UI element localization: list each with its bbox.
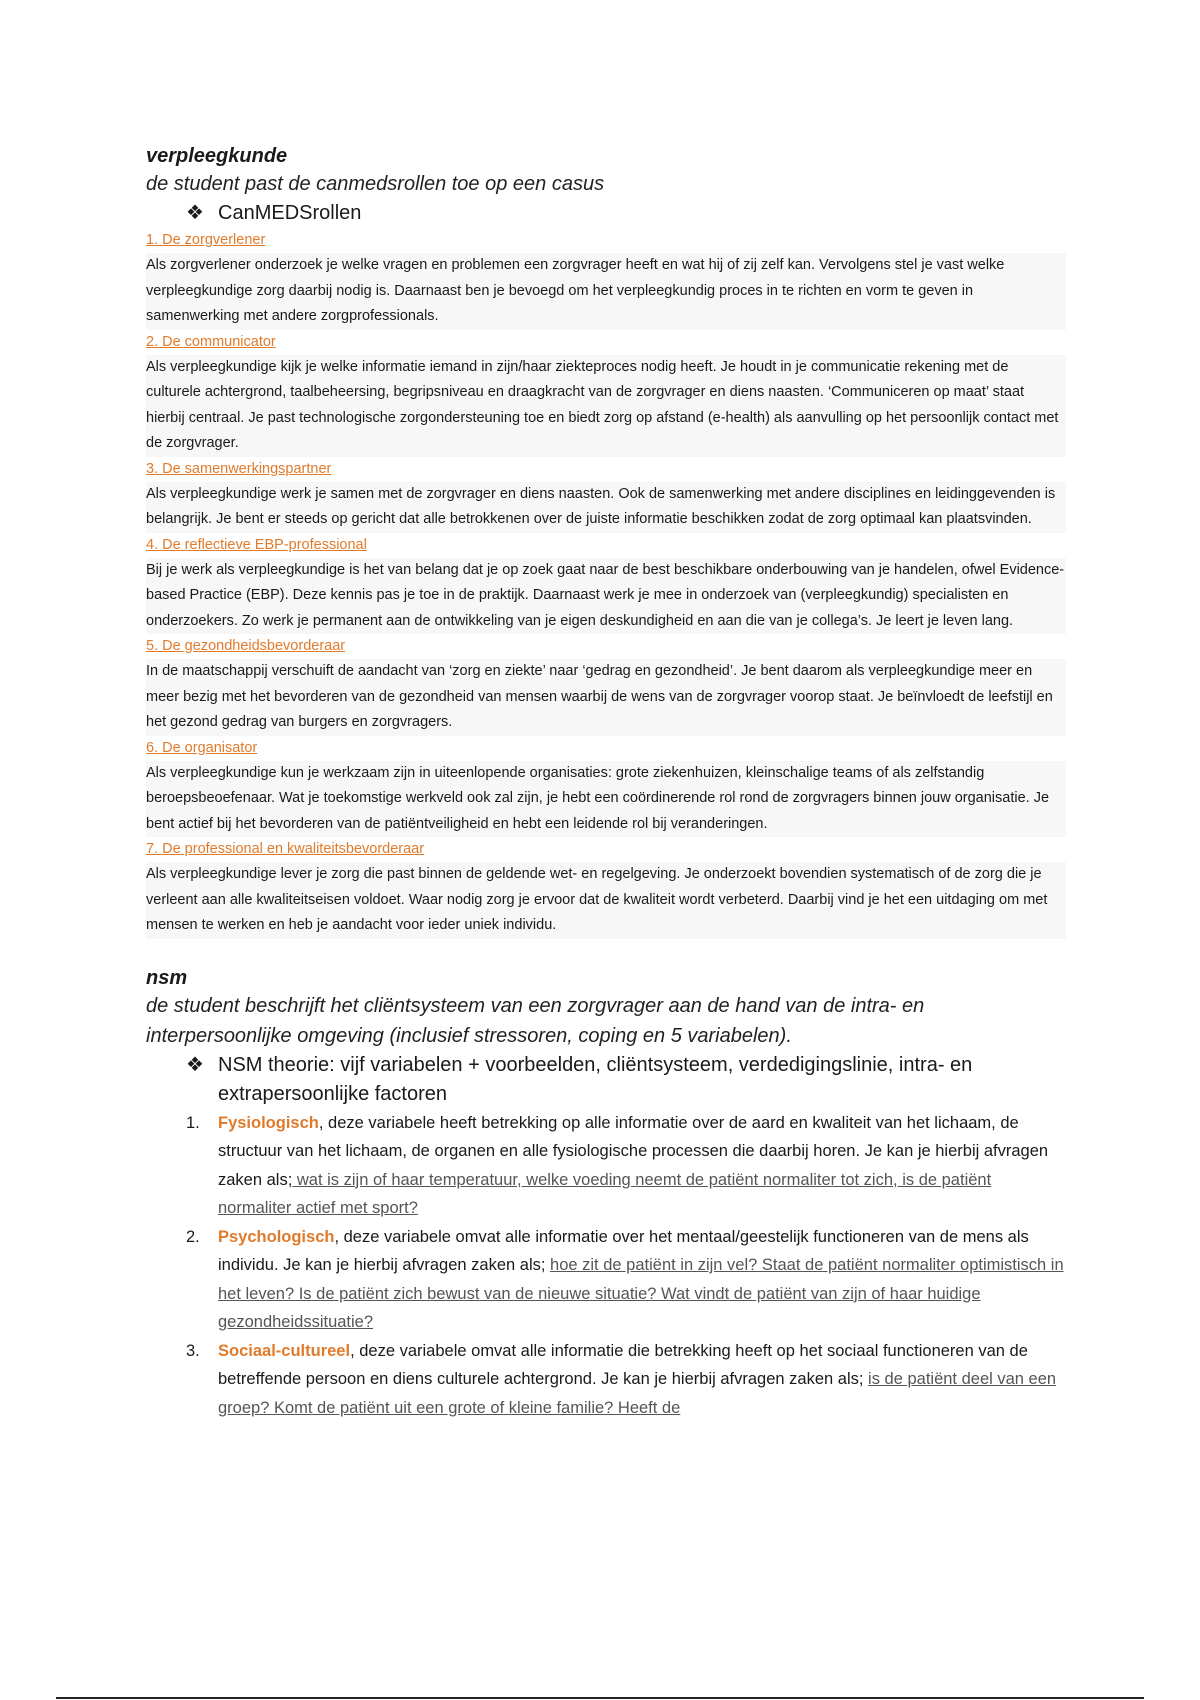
variable-keyword: Psychologisch (218, 1227, 335, 1246)
variable-keyword: Sociaal-cultureel (218, 1341, 351, 1360)
role-title: 5. De gezondheidsbevorderaar (146, 638, 346, 654)
role-body: Als verpleegkundige lever je zorg die past binnen de geldende wet- en regelgeving. Je onderzoekt bovendien systematisch of de zorg die je verleent aan alle kwaliteitseisen voldoet. Waar nodig zorg je ervoor dat de kwaliteit wordt verbeterd. Daarbij vind je het een uitdaging om met mensen te werken en heb je aandacht voor ieder uniek individu. (146, 862, 1066, 939)
diamond-bullet-icon: ❖ (186, 1053, 204, 1076)
bullet-canmeds (186, 199, 1066, 228)
diamond-bullet-icon: ❖ (186, 202, 204, 224)
bullet-text: CanMEDSrollen (218, 202, 362, 224)
example-questions: hoe zit de patiënt in zijn vel? Staat de patiënt normaliter optimistisch in het leven? Is de patiënt zich bewust van de nieuwe situatie? Wat vindt de patiënt van zijn of haar huidige gezondheidssituatie? (218, 1256, 1064, 1331)
role-title: 4. De reflectieve EBP-professional (146, 536, 367, 553)
list-number: 1. (186, 1113, 200, 1132)
role-body: Als verpleegkundige kijk je welke informatie iemand in zijn/haar ziekteproces nodig heeft. Je houdt in je communicatie rekening met de culturele achtergrond, taalbeheersing, begripsniveau en draagkracht van de zorgvrager en diens naasten. ‘Communiceren op maat’ staat hierbij centraal. Je past technologische zorgondersteuning toe en biedt zorg op afstand (e-health) als aanvulling op het persoonlijk contact met de zorgvrager. (146, 355, 1066, 457)
list-item-text (218, 1337, 1066, 1423)
list-item (186, 1337, 1066, 1423)
list-number: 3. (186, 1341, 200, 1360)
variable-description: , deze variabele heeft betrekking op alle informatie over de aard en kwaliteit van het lichaam, de structuur van het lichaam, de organen en alle fysiologische processen die daarbij horen. Je kan je hierbij afvragen zaken als; (218, 1113, 1049, 1189)
role-body: Als verpleegkundige werk je samen met de zorgvrager en diens naasten. Ook de samenwerking met andere disciplines en leidinggevenden is belangrijk. Je bent er steeds op gericht dat alle betrokkenen over de juiste informatie beschikken zodat de zorg optimaal kan plaatsvinden. (146, 482, 1066, 533)
bullet-text: NSM theorie: vijf variabelen + voorbeelden, cliëntsysteem, verdedigingslinie, intra- en extrapersoonlijke factoren (218, 1053, 973, 1105)
section-title-nsm: nsm (146, 966, 188, 989)
example-questions: wat is zijn of haar temperatuur, welke voeding neemt de patiënt normaliter tot zich, is de patiënt normaliter actief met sport? (218, 1170, 992, 1217)
role-title: 2. De communicator (146, 333, 276, 350)
example-questions: is de patiënt deel van een groep? Komt de patiënt uit een grote of kleine familie? Heeft de (218, 1370, 1057, 1417)
list-item-text (218, 1223, 1066, 1337)
spacer (146, 939, 1066, 965)
variable-description: , deze variabele omvat alle informatie die betrekking heeft op het sociaal functioneren van de betreffende persoon en diens culturele achtergrond. Je kan je hierbij afvragen zaken als; (218, 1341, 1028, 1388)
role-title: 3. De samenwerkingspartner (146, 460, 332, 477)
nsm-variables-list (146, 1109, 1066, 1423)
section-title-verpleegkunde: verpleegkunde (146, 145, 288, 167)
section-subtitle-verpleegkunde: de student past de canmedsrollen toe op een casus (146, 173, 605, 195)
bullet-nsm (186, 1051, 1066, 1109)
list-item (186, 1109, 1066, 1223)
role-title: 1. De zorgverlener (146, 232, 266, 248)
page-bottom-rule (56, 1697, 1144, 1699)
variable-description: , deze variabele omvat alle informatie over het mentaal/geestelijk functioneren van de mens als individu. Je kan je hierbij afvragen zaken als; (218, 1227, 1029, 1274)
role-body: Als verpleegkundige kun je werkzaam zijn in uiteenlopende organisaties: grote ziekenhuizen, kleinschalige teams of als zelfstandig beroepsbeoefenaar. Wat je toekomstige werkveld ook zal zijn, je hebt een coördinerende rol rond de zorgvragers binnen jouw organisatie. Je bent actief bij het bevorderen van de patiëntveiligheid en hebt een leidende rol bij veranderingen. (146, 761, 1066, 838)
canmeds-roles (146, 228, 1066, 939)
list-item-text (218, 1109, 1066, 1223)
list-number: 2. (186, 1227, 200, 1246)
section-subtitle-nsm: de student beschrijft het cliëntsysteem van een zorgvrager aan de hand van de intra- en interpersoonlijke omgeving (inclusief stressoren, coping en 5 variabelen). (146, 994, 925, 1047)
document-page (146, 143, 1066, 1422)
role-body: Als zorgverlener onderzoek je welke vragen en problemen een zorgvrager heeft en wat hij of zij zelf kan. Vervolgens stel je vast welke verpleegkundige zorg daarbij nodig is. Daarnaast ben je bevoegd om het verpleegkundig proces in te richten en vorm te geven in samenwerking met andere zorgprofessionals. (146, 253, 1066, 330)
list-item (186, 1223, 1066, 1337)
role-body: In de maatschappij verschuift de aandacht van ‘zorg en ziekte’ naar ‘gedrag en gezondheid’. Je bent daarom als verpleegkundige meer en meer bezig met het bevorderen van de gezondheid van mensen waarbij de wens van de zorgvrager voorop staat. Je beïnvloedt de leefstijl en het gezond gedrag van burgers en zorgvragers. (146, 659, 1066, 736)
role-body: Bij je werk als verpleegkundige is het van belang dat je op zoek gaat naar de best beschikbare onderbouwing van je handelen, ofwel Evidence-based Practice (EBP). Deze kennis pas je toe in de praktijk. Daarnaast werk je mee in onderzoek van (verpleegkundig) specialisten en onderzoekers. Zo werk je permanent aan de ontwikkeling van je eigen deskundigheid en aan die van je collega’s. Je leert je leven lang. (146, 558, 1066, 635)
role-title: 6. De organisator (146, 739, 258, 756)
variable-keyword: Fysiologisch (218, 1113, 319, 1132)
role-title: 7. De professional en kwaliteitsbevorderaar (146, 841, 425, 857)
